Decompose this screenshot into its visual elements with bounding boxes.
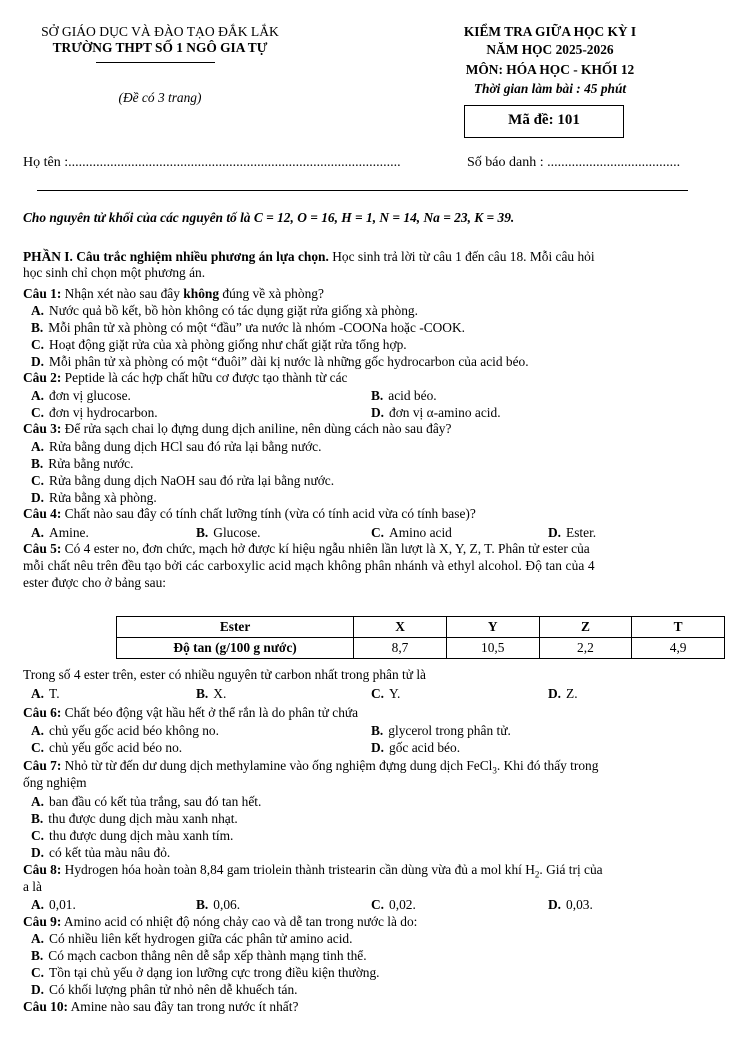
q2-option-a[interactable]: A. đơn vị glucose. [31,388,131,403]
exam-code-box [464,105,624,138]
q7-option-c[interactable]: C. thu được dung dịch màu xanh tím. [31,828,234,843]
q3-option-b[interactable]: B. Rửa bằng nước. [31,456,134,471]
school-name: TRƯỜNG THPT SỐ 1 NGÔ GIA TỰ [52,40,268,55]
q3-option-c[interactable]: C. Rửa bằng dung dịch NaOH sau đó rửa lại bằng nước. [31,473,335,488]
table-cell: 10,5 [446,638,539,659]
q6-option-d[interactable]: D. gốc acid béo. [371,740,461,755]
q5-option-b[interactable]: B. X. [196,686,227,701]
table-header-cell: X [354,617,447,638]
q2-option-c[interactable]: C. đơn vị hydrocarbon. [31,405,158,420]
q5-option-c[interactable]: C. Y. [371,686,401,701]
q1-option-c[interactable]: C. Hoạt động giặt rửa của xà phòng giống như chất giặt rửa tổng hợp. [31,337,407,352]
table-header-cell: Z [539,617,632,638]
q4-option-a[interactable]: A. Amine. [31,525,89,540]
q4-option-b[interactable]: B. Glucose. [196,525,261,540]
q4-option-d[interactable]: D. Ester. [548,525,597,540]
table-cell: Độ tan (g/100 g nước) [117,638,354,659]
atomic-mass-note: Cho nguyên tử khối của các nguyên tố là C = 12, O = 16, H = 1, N = 14, Na = 23, K = 39. [23,210,515,225]
q6-option-c[interactable]: C. chủ yếu gốc acid béo no. [31,740,183,755]
table-cell: 8,7 [354,638,447,659]
q9-option-d[interactable]: D. Có khối lượng phân tử nhỏ nên dễ khuếch tán. [31,982,298,997]
q7-option-a[interactable]: A. ban đầu có kết tủa trắng, sau đó tan hết. [31,794,262,809]
q5-option-a[interactable]: A. T. [31,686,60,701]
student-id-label: Số báo danh : [467,155,544,170]
question-5: Câu 5: Có 4 ester no, đơn chức, mạch hở được kí hiệu ngẫu nhiên lần lượt là X, Y, Z, T. Phân tử ester của [23,541,590,556]
q8-option-c[interactable]: C. 0,02. [371,897,416,912]
question-7: Câu 7: Nhỏ từ từ đến dư dung dịch methylamine vào ống nghiệm đựng dung dịch FeCl$_3$. Khi đó thấy trong [23,758,599,776]
q2-option-b[interactable]: B. acid béo. [371,388,437,403]
question-5-cont-2: ester được cho ở bảng sau: [23,575,167,590]
question-8: Câu 8: Hydrogen hóa hoàn toàn 8,84 gam triolein thành tristearin cần dùng vừa đủ a mol khí $H_2$. Giá trị của [23,862,603,880]
name-field [23,155,401,171]
table-row [117,638,725,659]
divider-line [37,190,688,191]
q3-option-d[interactable]: D. Rửa bằng xà phòng. [31,490,157,505]
emphasis-not: không [183,286,220,301]
question-5-stem: Trong số 4 ester trên, ester có nhiều nguyên tử carbon nhất trong phân tử là [23,667,427,682]
table-header-row [117,617,725,638]
q8-option-b[interactable]: B. 0,06. [196,897,241,912]
time-allowed: Thời gian làm bài : 45 phút [473,81,627,96]
name-label: Họ tên : [23,155,69,170]
name-dots: ............................................................................................... [68,155,401,170]
q5-option-d[interactable]: D. Z. [548,686,578,701]
question-10: Câu 10: Amine nào sau đây tan trong nước ít nhất? [23,999,299,1014]
q8-option-d[interactable]: D. 0,03. [548,897,593,912]
question-6: Câu 6: Chất béo động vật hầu hết ở thể rắn là do phân tử chứa [23,705,359,720]
q3-option-a[interactable]: A. Rửa bằng dung dịch HCl sau đó rửa lại bằng nước. [31,439,322,454]
table-header-cell: Ester [117,617,354,638]
question-5-cont: mỗi chất nêu trên đều tạo bởi các carboxylic acid mạch không phân nhánh và ethyl alcohol. Độ tan của 4 [23,558,595,573]
q1-option-a[interactable]: A. Nước quả bồ kết, bồ hòn không có tác dụng giặt rửa giống xà phòng. [31,303,418,318]
school-year: NĂM HỌC 2025-2026 [486,42,614,57]
part1-intro: PHẦN I. Câu trắc nghiệm nhiều phương án lựa chọn. Học sinh trả lời từ câu 1 đến câu 18. Mỗi câu hỏi [23,249,595,264]
page-count: 3 [157,90,165,105]
q8-option-a[interactable]: A. 0,01. [31,897,76,912]
student-id-dots: ...................................... [547,155,681,170]
table-cell: 2,2 [539,638,632,659]
question-2: Câu 2: Peptide là các hợp chất hữu cơ được tạo thành từ các [23,370,348,385]
question-3: Câu 3: Để rửa sạch chai lọ đựng dung dịch aniline, nên dùng cách nào sau đây? [23,421,452,436]
student-id-field [467,155,680,171]
q9-option-c[interactable]: C. Tồn tại chủ yếu ở dạng ion lưỡng cực trong điều kiện thường. [31,965,380,980]
exam-title: KIỂM TRA GIỮA HỌC KỲ I [463,24,637,39]
subject-line: MÔN: HÓA HỌC - KHỐI 12 [465,62,635,77]
table-cell: 4,9 [632,638,725,659]
table-header-cell: T [632,617,725,638]
question-1: Câu 1: Nhận xét nào sau đây không đúng về xà phòng? [23,286,324,301]
question-4: Câu 4: Chất nào sau đây có tính chất lưỡng tính (vừa có tính acid vừa có tính base)? [23,506,476,521]
department-name: SỞ GIÁO DỤC VÀ ĐÀO TẠO ĐẮK LẮK [41,24,279,39]
exam-code: Mã đề: 101 [508,112,580,128]
q1-option-d[interactable]: D. Mỗi phân tử xà phòng có một “đuôi” dài kị nước là những gốc hydrocarbon của acid béo. [31,354,529,369]
q1-option-b[interactable]: B. Mỗi phân tử xà phòng có một “đầu” ưa nước là nhóm -COONa hoặc -COOK. [31,320,465,335]
q4-option-c[interactable]: C. Amino acid [371,525,452,540]
q7-option-b[interactable]: B. thu được dung dịch màu xanh nhạt. [31,811,238,826]
header-underline [96,62,215,63]
question-7-cont: ống nghiệm [23,775,87,790]
table-header-cell: Y [446,617,539,638]
q6-option-a[interactable]: A. chủ yếu gốc acid béo không no. [31,723,219,738]
solubility-table [116,616,725,659]
q7-option-d[interactable]: D. có kết tủa màu nâu đỏ. [31,845,171,860]
question-9: Câu 9: Amino acid có nhiệt độ nóng chảy cao và dễ tan trong nước là do: [23,914,418,929]
part1-intro-cont: học sinh chỉ chọn một phương án. [23,265,206,280]
q6-option-b[interactable]: B. glycerol trong phân tử. [371,723,511,738]
part1-title: PHẦN I. Câu trắc nghiệm nhiều phương án lựa chọn. [23,249,329,264]
q2-option-d[interactable]: D. đơn vị α-amino acid. [371,405,501,420]
q9-option-a[interactable]: A. Có nhiều liên kết hydrogen giữa các phân tử amino acid. [31,931,353,946]
question-8-cont: a là [23,879,42,894]
page-count-note: (Đề có 3 trang) [118,90,202,105]
q9-option-b[interactable]: B. Có mạch cacbon thẳng nên dễ sắp xếp thành mạng tinh thể. [31,948,367,963]
